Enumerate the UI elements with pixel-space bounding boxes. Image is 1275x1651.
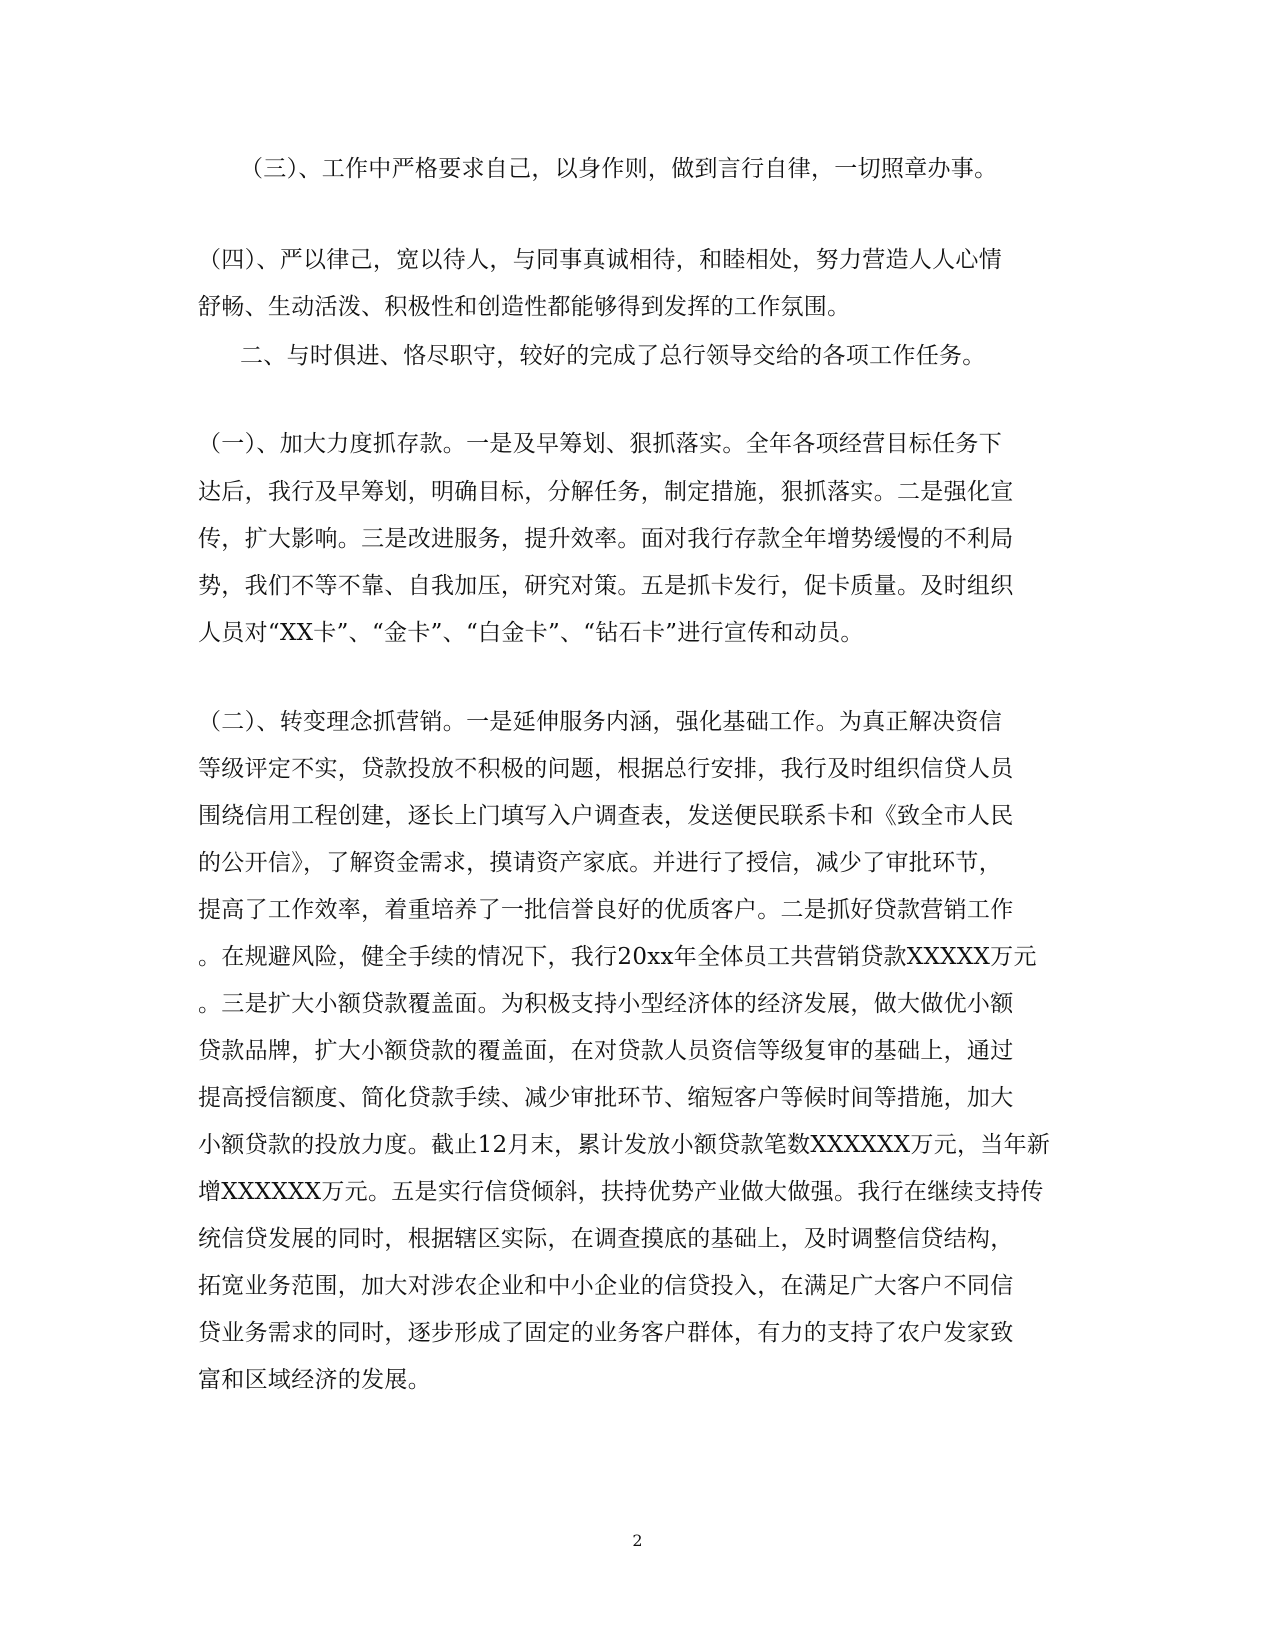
paragraph-line: 。三是扩大小额贷款覆盖面。为积极支持小型经济体的经济发展，做大做优小额 (198, 991, 1014, 1017)
paragraph-line: 围绕信用工程创建，逐长上门填写入户调查表，发送便民联系卡和《致全市人民 (198, 803, 1014, 829)
paragraph-line: 势，我们不等不靠、自我加压，研究对策。五是抓卡发行，促卡质量。及时组织 (198, 573, 1014, 599)
paragraph-line: 提高授信额度、简化贷款手续、减少审批环节、缩短客户等候时间等措施，加大 (198, 1085, 1014, 1111)
paragraph-line: 的公开信》，了解资金需求，摸请资产家底。并进行了授信，减少了审批环节， (198, 850, 1002, 876)
paragraph-line: 人员对“XX卡”、“金卡”、“白金卡”、“钻石卡”进行宣传和动员。 (198, 620, 864, 646)
paragraph-line: 二、与时俱进、恪尽职守，较好的完成了总行领导交给的各项工作任务。 (240, 343, 986, 369)
page-number: 2 (632, 1531, 643, 1550)
paragraph-line: 统信贷发展的同时，根据辖区实际，在调查摸底的基础上，及时调整信贷结构， (198, 1226, 1014, 1252)
paragraph-line: 。在规避风险，健全手续的情况下，我行20xx年全体员工共营销贷款XXXXX万元 (198, 944, 1037, 970)
paragraph-line: 小额贷款的投放力度。截止12月末，累计发放小额贷款笔数XXXXXX万元，当年新 (198, 1132, 1051, 1158)
paragraph-line: 贷款品牌，扩大小额贷款的覆盖面，在对贷款人员资信等级复审的基础上，通过 (198, 1038, 1014, 1064)
paragraph-line: 贷业务需求的同时，逐步形成了固定的业务客户群体，有力的支持了农户发家致 (198, 1320, 1014, 1346)
paragraph-line: （三）、工作中严格要求自己，以身作则，做到言行自律，一切照章办事。 (240, 156, 998, 182)
paragraph-line: 富和区域经济的发展。 (198, 1367, 431, 1393)
paragraph-line: （二）、转变理念抓营销。一是延伸服务内涵，强化基础工作。为真正解决资信 (198, 709, 1002, 735)
paragraph-line: （一）、加大力度抓存款。一是及早筹划、狠抓落实。全年各项经营目标任务下 (198, 431, 1002, 457)
paragraph-line: 拓宽业务范围，加大对涉农企业和中小企业的信贷投入，在满足广大客户不同信 (198, 1273, 1014, 1299)
paragraph-line: 增XXXXXX万元。五是实行信贷倾斜，扶持优势产业做大做强。我行在继续支持传 (198, 1179, 1044, 1205)
paragraph-line: 舒畅、生动活泼、积极性和创造性都能够得到发挥的工作氛围。 (198, 294, 851, 320)
paragraph-line: 提高了工作效率，着重培养了一批信誉良好的优质客户。二是抓好贷款营销工作 (198, 897, 1014, 923)
paragraph-line: （四）、严以律己，宽以待人，与同事真诚相待，和睦相处，努力营造人人心情 (198, 247, 1002, 273)
paragraph-line: 达后，我行及早筹划，明确目标，分解任务，制定措施，狠抓落实。二是强化宣 (198, 479, 1014, 505)
paragraph-line: 等级评定不实，贷款投放不积极的问题，根据总行安排，我行及时组织信贷人员 (198, 756, 1014, 782)
paragraph-line: 传，扩大影响。三是改进服务，提升效率。面对我行存款全年增势缓慢的不利局 (198, 526, 1014, 552)
